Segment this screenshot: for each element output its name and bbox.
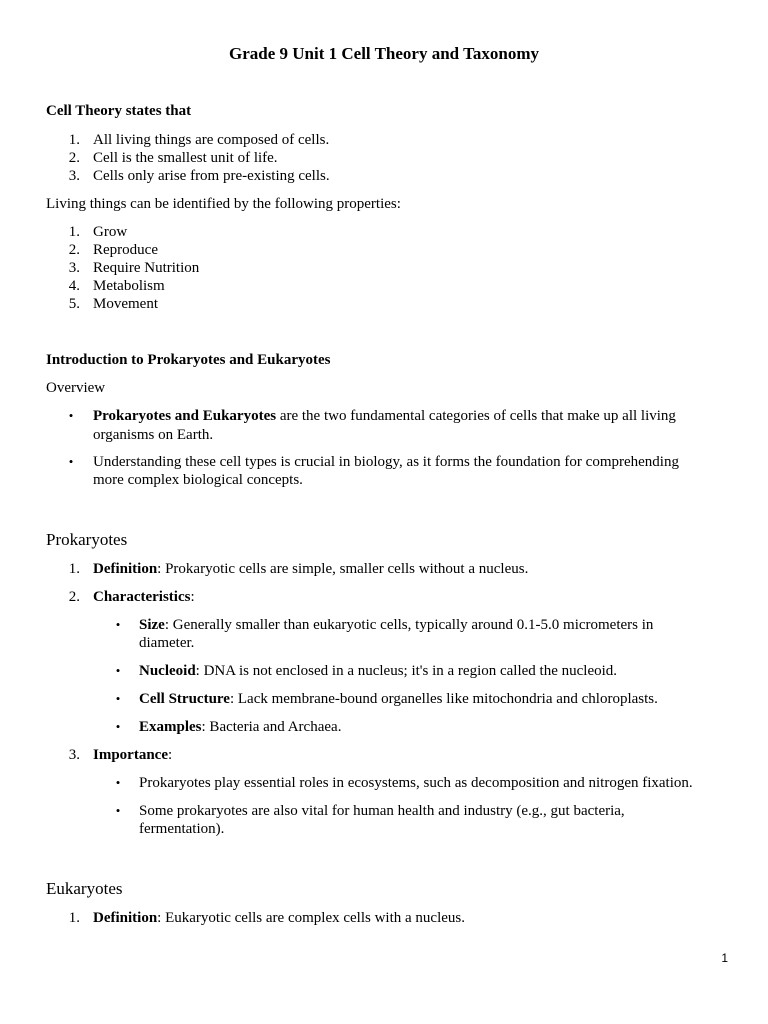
list-number: 4. xyxy=(68,278,80,294)
list-number: 2. xyxy=(68,589,80,605)
list-item xyxy=(139,718,341,736)
list-item: Require Nutrition xyxy=(93,260,200,276)
list-item-continuation: more complex biological concepts. xyxy=(93,472,303,488)
list-item: Reproduce xyxy=(93,242,158,258)
intro-heading: Introduction to Prokaryotes and Eukaryotes xyxy=(46,352,331,368)
definition-item xyxy=(93,560,528,578)
list-number: 2. xyxy=(68,242,80,258)
list-item: Cells only arise from pre-existing cells. xyxy=(93,168,330,184)
eukaryotes-heading: Eukaryotes xyxy=(46,879,123,898)
list-item xyxy=(139,616,653,634)
importance-item: Importance: xyxy=(93,747,173,763)
list-number: 2. xyxy=(68,150,80,166)
bold-term: Definition xyxy=(93,561,158,577)
list-number: 1. xyxy=(68,132,80,148)
list-item: Grow xyxy=(93,224,128,240)
bold-term: Examples xyxy=(139,719,202,735)
list-number: 3. xyxy=(68,260,80,276)
list-item xyxy=(93,407,676,425)
definition-text: : Eukaryotic cells are complex cells with a nucleus. xyxy=(157,910,465,926)
list-number: 3. xyxy=(68,168,80,184)
bold-term: Cell Structure xyxy=(139,691,230,707)
list-item: Cell is the smallest unit of life. xyxy=(93,150,278,166)
cell-theory-heading: Cell Theory states that xyxy=(46,103,192,119)
bullet-icon: • xyxy=(115,803,121,818)
list-number: 3. xyxy=(68,747,80,763)
list-item: Understanding these cell types is crucial in biology, as it forms the foundation for comprehending xyxy=(93,454,679,470)
properties-intro: Living things can be identified by the following properties: xyxy=(46,196,401,212)
definition-item xyxy=(93,909,465,927)
bold-term: Importance xyxy=(93,747,168,763)
bullet-text: : Lack membrane-bound organelles like mitochondria and chloroplasts. xyxy=(229,691,658,707)
bullet-text: are the two fundamental categories of cells that make up all living xyxy=(276,408,676,424)
list-item: Movement xyxy=(93,296,158,312)
bullet-icon: • xyxy=(115,775,121,790)
bullet-icon: • xyxy=(115,691,121,706)
bullet-icon: • xyxy=(115,663,121,678)
list-number: 1. xyxy=(68,224,80,240)
list-number: 1. xyxy=(68,561,80,577)
characteristics-item: Characteristics: xyxy=(93,589,195,605)
document-title: Grade 9 Unit 1 Cell Theory and Taxonomy xyxy=(229,44,539,63)
bold-term: Characteristics xyxy=(93,589,191,605)
list-item-continuation: fermentation). xyxy=(139,821,225,837)
list-item: All living things are composed of cells. xyxy=(93,132,330,148)
list-item-continuation: organisms on Earth. xyxy=(93,427,214,443)
bullet-text: : DNA is not enclosed in a nucleus; it's in a region called the nucleoid. xyxy=(195,663,618,679)
bullet-text: : Generally smaller than eukaryotic cells, typically around 0.1-5.0 micrometers in xyxy=(164,617,654,633)
prokaryotes-heading: Prokaryotes xyxy=(46,530,128,549)
bold-term: Prokaryotes and Eukaryotes xyxy=(93,408,277,424)
list-number: 1. xyxy=(68,910,80,926)
list-item: Metabolism xyxy=(93,278,165,294)
list-item xyxy=(139,662,617,680)
bullet-icon: • xyxy=(115,719,121,734)
bullet-icon: • xyxy=(68,454,74,469)
bold-term: Size xyxy=(139,617,165,633)
bullet-text: : Bacteria and Archaea. xyxy=(201,719,342,735)
list-item: Some prokaryotes are also vital for human health and industry (e.g., gut bacteria, xyxy=(139,803,625,819)
list-number: 5. xyxy=(68,296,80,312)
bold-term: Definition xyxy=(93,910,158,926)
page-number: 1 xyxy=(721,951,728,965)
bullet-icon: • xyxy=(68,408,74,423)
definition-text: : Prokaryotic cells are simple, smaller cells without a nucleus. xyxy=(157,561,529,577)
bullet-icon: • xyxy=(115,617,121,632)
bold-term: Nucleoid xyxy=(139,663,196,679)
list-item-continuation: diameter. xyxy=(139,635,195,651)
overview-label: Overview xyxy=(46,380,106,396)
list-item: Prokaryotes play essential roles in ecosystems, such as decomposition and nitrogen fixation. xyxy=(139,775,693,791)
list-item xyxy=(139,690,658,708)
